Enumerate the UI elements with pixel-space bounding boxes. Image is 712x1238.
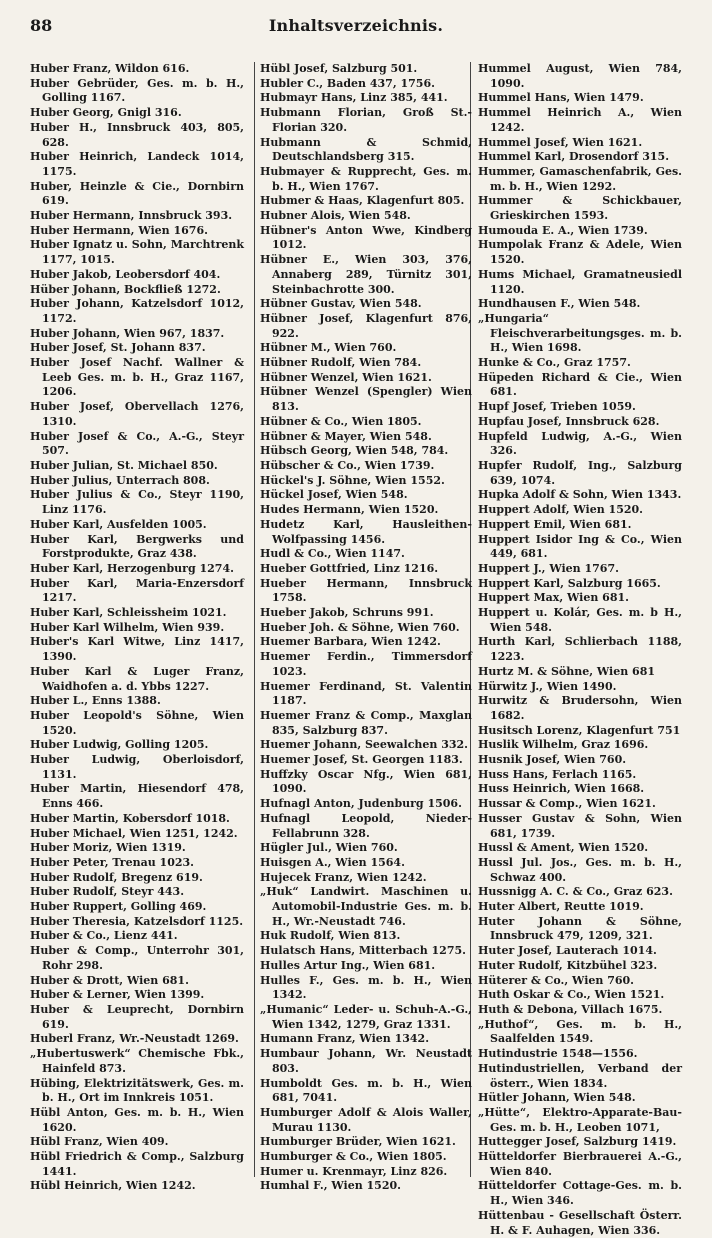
index-columns [30, 62, 682, 1237]
index-entry: „Hubertuswerk“ Chemische Fbk., Hainfeld 873. [30, 1047, 244, 1075]
index-entry: Huppert Emil, Wien 681. [478, 517, 632, 531]
index-entry: Huber Martin, Hiesendorf 478, Enns 466. [30, 782, 244, 811]
index-entry: Huppert J., Wien 1767. [478, 561, 619, 575]
index-entry: Humburger & Co., Wien 1805. [260, 1150, 447, 1164]
index-entry: Hüttenbau - Gesellschaft Österr. H. & F. Auhagen, Wien 336. [478, 1208, 682, 1237]
index-entry: „Humanic“ Leder- u. Schuh-A.-G., Wien 1342, 1279, Graz 1331. [260, 1003, 472, 1031]
index-entry: Husitsch Lorenz, Klagenfurt 751 [478, 723, 681, 737]
index-entry: Hübscher & Co., Wien 1739. [260, 458, 435, 472]
index-entry: Huisgen A., Wien 1564. [260, 855, 405, 869]
index-entry: Hüber Johann, Bockfließ 1272. [30, 282, 221, 296]
index-entry: Huber Michael, Wien 1251, 1242. [30, 826, 238, 840]
index-entry: Huth & Debona, Villach 1675. [478, 1003, 663, 1016]
index-entry: Hussar & Comp., Wien 1621. [478, 797, 656, 811]
index-entry: Humbaur Johann, Wr. Neustadt 803. [260, 1047, 472, 1075]
index-entry: Huber Karl, Maria-Enzersdorf 1217. [30, 576, 244, 605]
index-entry: Hüpeden Richard & Cie., Wien 681. [478, 370, 682, 399]
index-entry: Huber Karl, Herzogenburg 1274. [30, 561, 234, 575]
index-entry: Huber Rudolf, Bregenz 619. [30, 870, 203, 884]
index-entry: Hudl & Co., Wien 1147. [260, 547, 405, 561]
index-entry: Hübner & Co., Wien 1805. [260, 414, 422, 428]
index-entry: Hussl & Ament, Wien 1520. [478, 841, 649, 855]
index-entry: Huber's Karl Witwe, Linz 1417, 1390. [30, 635, 244, 664]
index-entry: Hulatsch Hans, Mitterbach 1275. [260, 944, 466, 958]
index-entry: Hueber Gottfried, Linz 1216. [260, 561, 439, 575]
index-entry: Huth Oskar & Co., Wien 1521. [478, 988, 665, 1002]
index-entry: Hummel Josef, Wien 1621. [478, 135, 643, 149]
index-entry: Huss Hans, Ferlach 1165. [478, 767, 637, 781]
index-entry: Hübner M., Wien 760. [260, 341, 397, 355]
index-entry: Hupfer Rudolf, Ing., Salzburg 639, 1074. [478, 458, 682, 487]
index-entry: Hutindustrie 1548—1556. [478, 1047, 638, 1061]
index-entry: Hückel Josef, Wien 548. [260, 488, 408, 502]
index-entry: Huss Heinrich, Wien 1668. [478, 782, 645, 796]
index-entry: Huber Hermann, Wien 1676. [30, 223, 208, 237]
index-entry: Hupfeld Ludwig, A.-G., Wien 326. [478, 429, 682, 458]
index-entry: Huter Rudolf, Kitzbühel 323. [478, 958, 658, 972]
index-entry: Hurth Karl, Schlierbach 1188, 1223. [478, 635, 682, 664]
index-entry: Huppert Isidor Ing & Co., Wien 449, 681. [478, 532, 682, 561]
index-entry: Huter Josef, Lauterach 1014. [478, 944, 657, 958]
index-entry: Husnik Josef, Wien 760. [478, 753, 627, 767]
index-entry: Hübner Wenzel (Spengler) Wien 813. [260, 385, 472, 414]
index-entry: Hübl Friedrich & Comp., Salzburg 1441. [30, 1150, 244, 1178]
index-entry: Hübner Wenzel, Wien 1621. [260, 370, 432, 384]
index-entry: Huber, Heinzle & Cie., Dornbirn 619. [30, 179, 244, 208]
index-entry: Huber Theresia, Katzelsdorf 1125. [30, 914, 244, 928]
index-entry: Hummer & Schickbauer, Grieskirchen 1593. [478, 194, 682, 223]
index-entry: Huemer Franz & Comp., Maxglan 835, Salzburg 837. [260, 708, 472, 737]
index-entry: Huber Franz, Wildon 616. [30, 62, 190, 75]
index-entry: Hupka Adolf & Sohn, Wien 1343. [478, 488, 682, 502]
page-header [30, 16, 682, 42]
index-entry: Huber Johann, Katzelsdorf 1012, 1172. [30, 297, 244, 325]
index-entry: Huber & Co., Lienz 441. [30, 929, 178, 943]
index-entry: Humhal F., Wien 1520. [260, 1179, 401, 1193]
index-entry: Hulles Artur Ing., Wien 681. [260, 958, 436, 972]
index-entry: Hübl Josef, Salzburg 501. [260, 62, 418, 75]
index-entry: Huemer Josef, St. Georgen 1183. [260, 753, 463, 767]
index-entry: Huberl Franz, Wr.-Neustadt 1269. [30, 1032, 239, 1046]
page-number: 88 [30, 16, 53, 35]
index-entry: Huber L., Enns 1388. [30, 694, 161, 708]
index-entry: Huber & Comp., Unterrohr 301, Rohr 298. [30, 944, 244, 972]
index-entry: Hufnagl Anton, Judenburg 1506. [260, 797, 462, 811]
index-entry: Hupfau Josef, Innsbruck 628. [478, 414, 660, 428]
index-entry: Hufnagl Leopold, Nieder-Fellabrunn 328. [260, 811, 472, 840]
index-entry: Hübing, Elektrizitätswerk, Ges. m. b. H., Ort im Innkreis 1051. [30, 1076, 244, 1105]
index-entry: Hunke & Co., Graz 1757. [478, 356, 631, 370]
index-entry: Huslik Wilhelm, Graz 1696. [478, 738, 649, 752]
index-entry: Huber Peter, Trenau 1023. [30, 855, 194, 869]
index-entry: Hubner Alois, Wien 548. [260, 209, 411, 223]
index-entry: Huemer Barbara, Wien 1242. [260, 635, 441, 649]
index-entry: Huber Hermann, Innsbruck 393. [30, 209, 233, 223]
index-entry: „Hungaria“ Fleischverarbeitungsges. m. b. H., Wien 1698. [478, 311, 682, 355]
index-entry: „Hütte“, Elektro-Apparate-Bau-Ges. m. b. H., Leoben 1071, [478, 1105, 682, 1134]
index-entry: Huber Julian, St. Michael 850. [30, 458, 218, 472]
index-entry: Huemer Johann, Seewalchen 332. [260, 738, 469, 752]
index-entry: Hujecek Franz, Wien 1242. [260, 870, 427, 884]
index-entry: Hundhausen F., Wien 548. [478, 297, 641, 311]
index-entry: Hulles F., Ges. m. b. H., Wien 1342. [260, 973, 472, 1002]
index-entry: Humer u. Krenmayr, Linz 826. [260, 1164, 448, 1178]
index-entry: Huber Rudolf, Steyr 443. [30, 885, 185, 899]
index-entry: Huter Johann & Söhne, Innsbruck 479, 1209, 321. [478, 914, 682, 943]
index-entry: Hütteldorfer Bierbrauerei A.-G., Wien 840. [478, 1150, 682, 1178]
index-entry: Hübner Gustav, Wien 548. [260, 297, 422, 311]
index-entry: Huber Josef Nachf. Wallner & Leeb Ges. m. b. H., Graz 1167, 1206. [30, 356, 244, 399]
index-entry: Hubmayer & Rupprecht, Ges. m. b. H., Wien 1767. [260, 164, 472, 193]
index-entry: Huber Georg, Gnigl 316. [30, 106, 182, 120]
index-entry: Huppert Karl, Salzburg 1665. [478, 576, 661, 590]
index-entry: Humouda E. A., Wien 1739. [478, 223, 648, 237]
index-entry: Huppert u. Kolár, Ges. m. b H., Wien 548. [478, 606, 682, 634]
index-entry: Hübl Heinrich, Wien 1242. [30, 1179, 196, 1193]
index-entry: Hübner Josef, Klagenfurt 876, 922. [260, 311, 472, 340]
index-entry: Huber Karl Wilhelm, Wien 939. [30, 620, 225, 634]
index-entry: Huber Jakob, Leobersdorf 404. [30, 267, 221, 281]
index-entry: Hudes Hermann, Wien 1520. [260, 503, 439, 517]
index-entry: Hubmann & Schmid, Deutschlandsberg 315. [260, 135, 472, 164]
index-entry: Hueber Jakob, Schruns 991. [260, 606, 434, 620]
index-entry: Huber Ludwig, Golling 1205. [30, 738, 209, 752]
index-column-2 [260, 62, 472, 1193]
page-title: Inhaltsverzeichnis. [268, 16, 444, 35]
index-entry: Huffzky Oscar Nfg., Wien 681, 1090. [260, 767, 472, 796]
index-entry: Huber Gebrüder, Ges. m. b. H., Golling 1167. [30, 76, 244, 105]
index-entry: Huter Albert, Reutte 1019. [478, 900, 644, 914]
index-entry: Huber H., Innsbruck 403, 805, 628. [30, 120, 244, 149]
index-entry: Hussnigg A. C. & Co., Graz 623. [478, 885, 673, 899]
index-entry: Hütler Johann, Wien 548. [478, 1091, 636, 1105]
index-entry: Hübl Franz, Wien 409. [30, 1135, 169, 1149]
index-entry: Huber Johann, Wien 967, 1837. [30, 326, 225, 340]
index-entry: Huber & Leuprecht, Dornbirn 619. [30, 1003, 244, 1031]
index-entry: Hummer, Gamaschenfabrik, Ges. m. b. H., Wien 1292. [478, 164, 682, 193]
index-entry: Hürwitz J., Wien 1490. [478, 679, 617, 693]
index-entry: Huppert Adolf, Wien 1520. [478, 503, 643, 517]
index-entry: Hübner & Mayer, Wien 548. [260, 429, 432, 443]
index-entry: Huber Josef, St. Johann 837. [30, 341, 206, 355]
index-entry: „Huthof“, Ges. m. b. H., Saalfelden 1549. [478, 1017, 682, 1046]
index-entry: Hudetz Karl, Hausleithen-Wolfpassing 1456. [260, 517, 472, 546]
index-entry: Huber Karl, Schleissheim 1021. [30, 606, 227, 620]
index-entry: Hueber Joh. & Söhne, Wien 760. [260, 620, 460, 634]
index-column-3 [478, 62, 682, 1237]
index-entry: Huber Josef, Obervellach 1276, 1310. [30, 400, 244, 428]
index-entry: Hummel Hans, Wien 1479. [478, 91, 644, 105]
index-entry: Humpolak Franz & Adele, Wien 1520. [478, 238, 682, 267]
index-entry: Humburger Brüder, Wien 1621. [260, 1135, 456, 1149]
index-entry: Huber Leopold's Söhne, Wien 1520. [30, 708, 244, 737]
index-entry: Huber Josef & Co., A.-G., Steyr 507. [30, 429, 244, 458]
index-entry: Huemer Ferdinand, St. Valentin 1187. [260, 679, 472, 708]
index-entry: Hütteldorfer Cottage-Ges. m. b. H., Wien 346. [478, 1179, 682, 1208]
index-entry: Hupf Josef, Trieben 1059. [478, 400, 636, 414]
index-entry: Huber Ludwig, Oberloisdorf, 1131. [30, 753, 244, 781]
index-entry: Hubmann Florian, Groß St.-Florian 320. [260, 106, 472, 134]
index-entry: Humburger Adolf & Alois Waller, Murau 1130. [260, 1105, 472, 1134]
index-entry: Huttegger Josef, Salzburg 1419. [478, 1135, 677, 1149]
index-entry: Hummel Karl, Drosendorf 315. [478, 150, 670, 164]
index-entry: Huber Heinrich, Landeck 1014, 1175. [30, 150, 244, 178]
index-entry: Hubler C., Baden 437, 1756. [260, 76, 435, 90]
index-entry: Hummel Heinrich A., Wien 1242. [478, 106, 682, 134]
index-entry: Huber Martin, Kobersdorf 1018. [30, 811, 230, 825]
index-entry: Huber Ignatz u. Sohn, Marchtrenk 1177, 1015. [30, 238, 244, 267]
index-entry: Hutindustriellen, Verband der österr., Wien 1834. [478, 1061, 682, 1090]
index-entry: Hubmer & Haas, Klagenfurt 805. [260, 194, 465, 208]
index-entry: Hügler Jul., Wien 760. [260, 841, 398, 855]
index-entry: Hums Michael, Gramatneusiedl 1120. [478, 267, 682, 296]
index-entry: Huber Julius & Co., Steyr 1190, Linz 1176. [30, 488, 244, 517]
index-entry: Huber & Lerner, Wien 1399. [30, 988, 205, 1002]
index-entry: Hummel August, Wien 784, 1090. [478, 62, 682, 90]
index-entry: Hussl Jul. Jos., Ges. m. b. H., Schwaz 400. [478, 855, 682, 884]
index-entry: Huemer Ferdin., Timmersdorf 1023. [260, 650, 472, 678]
index-entry: Hueber Hermann, Innsbruck 1758. [260, 576, 472, 605]
index-entry: Humboldt Ges. m. b. H., Wien 681, 7041. [260, 1076, 472, 1105]
index-entry: Huber Karl, Ausfelden 1005. [30, 517, 207, 531]
index-entry: Hübner Rudolf, Wien 784. [260, 356, 422, 370]
index-entry: Hübner E., Wien 303, 376, Annaberg 289, Türnitz 301, Steinbachrotte 300. [260, 253, 472, 296]
index-entry: Husser Gustav & Sohn, Wien 681, 1739. [478, 811, 682, 840]
index-entry: Hübsch Georg, Wien 548, 784. [260, 444, 449, 458]
index-entry: Humann Franz, Wien 1342. [260, 1032, 430, 1046]
index-entry: Huppert Max, Wien 681. [478, 591, 629, 605]
index-entry: Hubmayr Hans, Linz 385, 441. [260, 91, 448, 105]
index-entry: Hurwitz & Brudersohn, Wien 1682. [478, 694, 682, 722]
index-entry: Hurtz M. & Söhne, Wien 681 [478, 664, 655, 678]
index-entry: Huber Julius, Unterrach 808. [30, 473, 210, 487]
index-entry: „Huk“ Landwirt. Maschinen u. Automobil-Industrie Ges. m. b. H., Wr.-Neustadt 746. [260, 885, 472, 928]
index-entry: Huber Ruppert, Golling 469. [30, 900, 207, 914]
index-entry: Huk Rudolf, Wien 813. [260, 929, 401, 943]
index-entry: Hückel's J. Söhne, Wien 1552. [260, 473, 445, 487]
index-entry: Hüterer & Co., Wien 760. [478, 973, 634, 987]
index-entry: Huber Karl & Luger Franz, Waidhofen a. d. Ybbs 1227. [30, 664, 244, 693]
index-column-1 [30, 62, 244, 1193]
index-entry: Hübl Anton, Ges. m. b. H., Wien 1620. [30, 1105, 244, 1134]
index-entry: Huber Moriz, Wien 1319. [30, 841, 186, 855]
index-entry: Huber Karl, Bergwerks und Forstprodukte, Graz 438. [30, 532, 244, 561]
index-entry: Hübner's Anton Wwe, Kindberg 1012. [260, 223, 472, 252]
index-entry: Huber & Drott, Wien 681. [30, 973, 189, 987]
